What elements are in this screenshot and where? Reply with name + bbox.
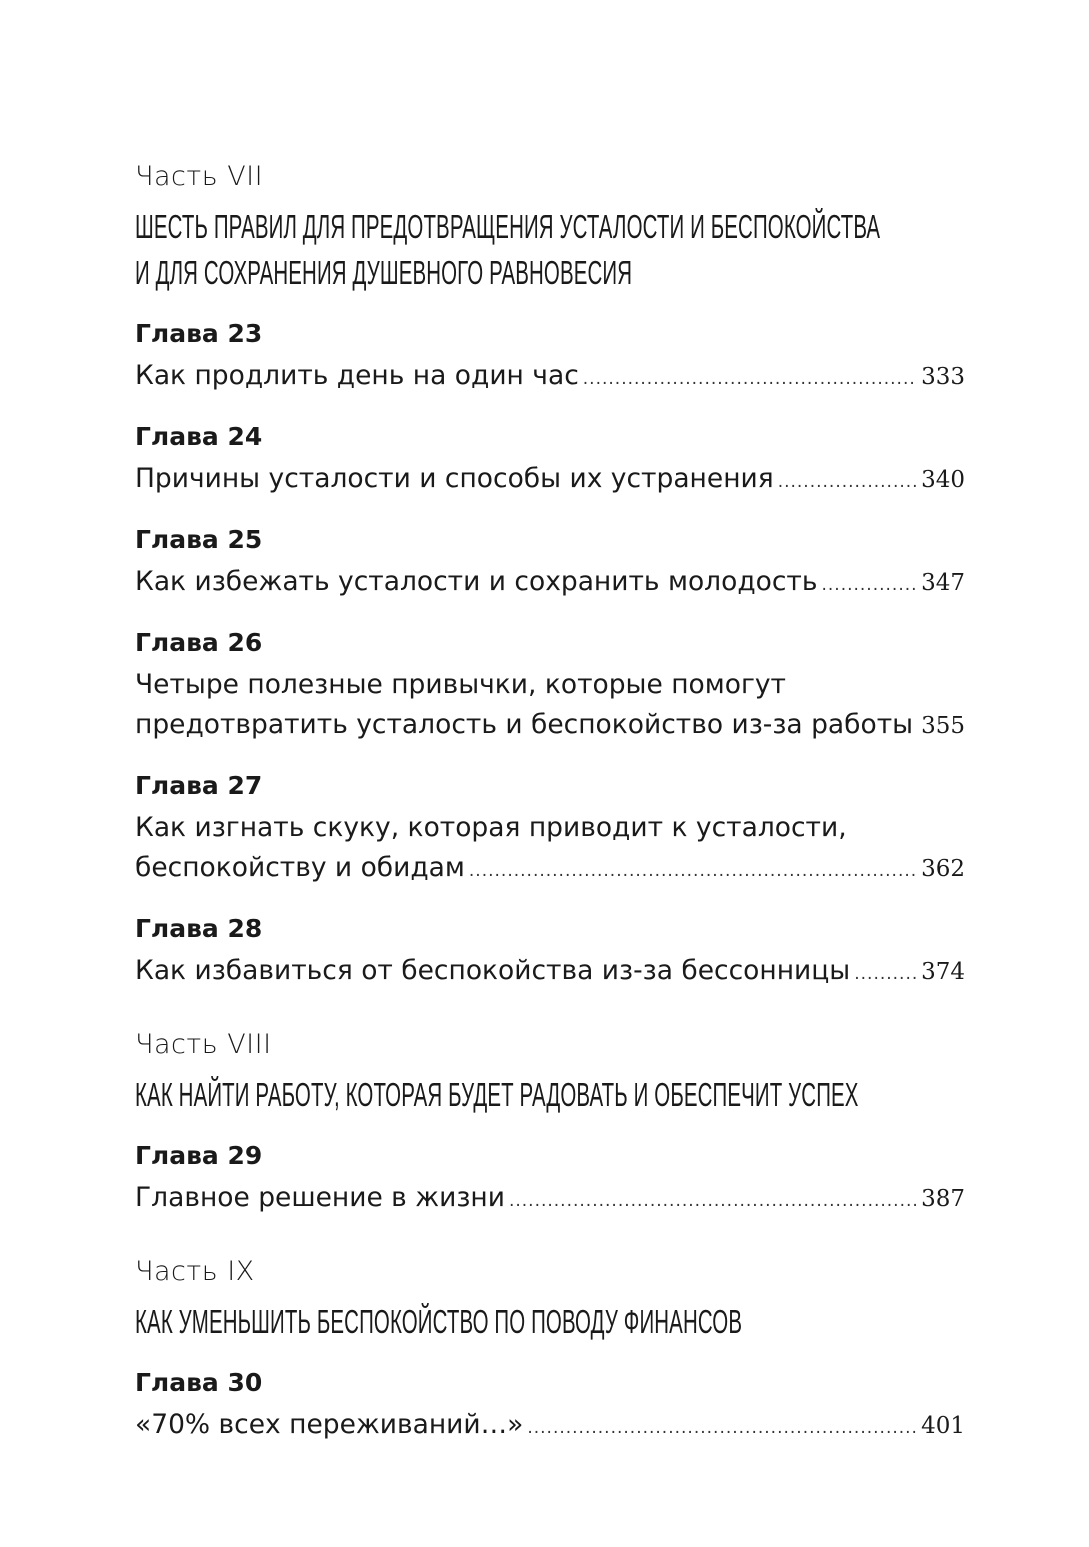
chapter-label: Глава 27 <box>135 771 263 800</box>
page-number: 347 <box>921 570 965 596</box>
chapter-label: Глава 25 <box>135 525 263 554</box>
part-label: Часть VII <box>135 161 264 192</box>
chapter-title: Причины усталости и способы их устранения <box>135 463 774 494</box>
chapter-label: Глава 23 <box>135 319 263 348</box>
page-number: 401 <box>921 1413 965 1439</box>
part-title-line: И ДЛЯ СОХРАНЕНИЯ ДУШЕВНОГО РАВНОВЕСИЯ <box>135 254 633 291</box>
page-number: 387 <box>921 1186 965 1212</box>
dot-leader <box>583 359 917 399</box>
part-title-line: КАК НАЙТИ РАБОТУ, КОТОРАЯ БУДЕТ РАДОВАТЬ И ОБЕСПЕЧИТ УСПЕХ <box>135 1076 859 1113</box>
chapter-title: Как изгнать скуку, которая приводит к усталости, <box>135 812 847 843</box>
dot-leader <box>509 1181 917 1221</box>
chapter-label: Глава 29 <box>135 1141 263 1170</box>
toc-entry-chapter-26[interactable] <box>135 627 965 748</box>
part-label: Часть VIII <box>135 1029 272 1060</box>
dot-leader <box>469 851 917 891</box>
chapter-title: Четыре полезные привычки, которые помогут <box>135 669 786 700</box>
chapter-title: Как продлить день на один час <box>135 360 579 391</box>
chapter-title: «70% всех переживаний…» <box>135 1409 524 1440</box>
chapter-label: Глава 28 <box>135 914 263 943</box>
part-viii-heading <box>135 1028 965 1118</box>
page-number: 340 <box>921 467 965 493</box>
dot-leader <box>821 565 917 605</box>
toc-entry-chapter-27[interactable] <box>135 770 965 891</box>
chapter-title-line <box>135 1178 965 1221</box>
chapter-title: Как избежать усталости и сохранить молодость <box>135 566 818 597</box>
part-title-line: ШЕСТЬ ПРАВИЛ ДЛЯ ПРЕДОТВРАЩЕНИЯ УСТАЛОСТИ И БЕСПОКОЙСТВА <box>135 208 881 245</box>
chapter-label: Глава 26 <box>135 628 263 657</box>
chapter-title: Главное решение в жизни <box>135 1182 505 1213</box>
toc-entry-chapter-30[interactable] <box>135 1367 965 1448</box>
toc-entry-chapter-29[interactable] <box>135 1140 965 1221</box>
page-number: 362 <box>921 856 965 882</box>
chapter-title-line <box>135 459 965 502</box>
dot-leader <box>854 954 917 994</box>
chapter-title-line <box>135 356 965 399</box>
toc-entry-chapter-24[interactable] <box>135 421 965 502</box>
chapter-title: беспокойству и обидам <box>135 852 465 883</box>
chapter-title: Как избавиться от беспокойства из-за бессонницы <box>135 955 851 986</box>
chapter-label: Глава 30 <box>135 1368 263 1397</box>
chapter-title-line <box>135 951 965 994</box>
chapter-title-line <box>135 562 965 605</box>
chapter-title-line <box>135 705 965 748</box>
toc-entry-chapter-23[interactable] <box>135 318 965 399</box>
chapter-title: предотвратить усталость и беспокойство из-за работы <box>135 709 914 740</box>
page-number: 333 <box>921 364 965 390</box>
part-vii-heading <box>135 160 965 296</box>
part-label: Часть IX <box>135 1256 255 1287</box>
page-number: 374 <box>921 959 965 985</box>
toc-entry-chapter-28[interactable] <box>135 913 965 994</box>
chapter-label: Глава 24 <box>135 422 263 451</box>
part-ix-heading <box>135 1255 965 1345</box>
part-title-line: КАК УМЕНЬШИТЬ БЕСПОКОЙСТВО ПО ПОВОДУ ФИНАНСОВ <box>135 1303 743 1340</box>
chapter-title-line <box>135 1405 965 1448</box>
chapter-title-line <box>135 848 965 891</box>
table-of-contents <box>135 160 965 1448</box>
dot-leader <box>527 1408 917 1448</box>
dot-leader <box>778 462 917 502</box>
toc-entry-chapter-25[interactable] <box>135 524 965 605</box>
page-number: 355 <box>921 713 965 739</box>
